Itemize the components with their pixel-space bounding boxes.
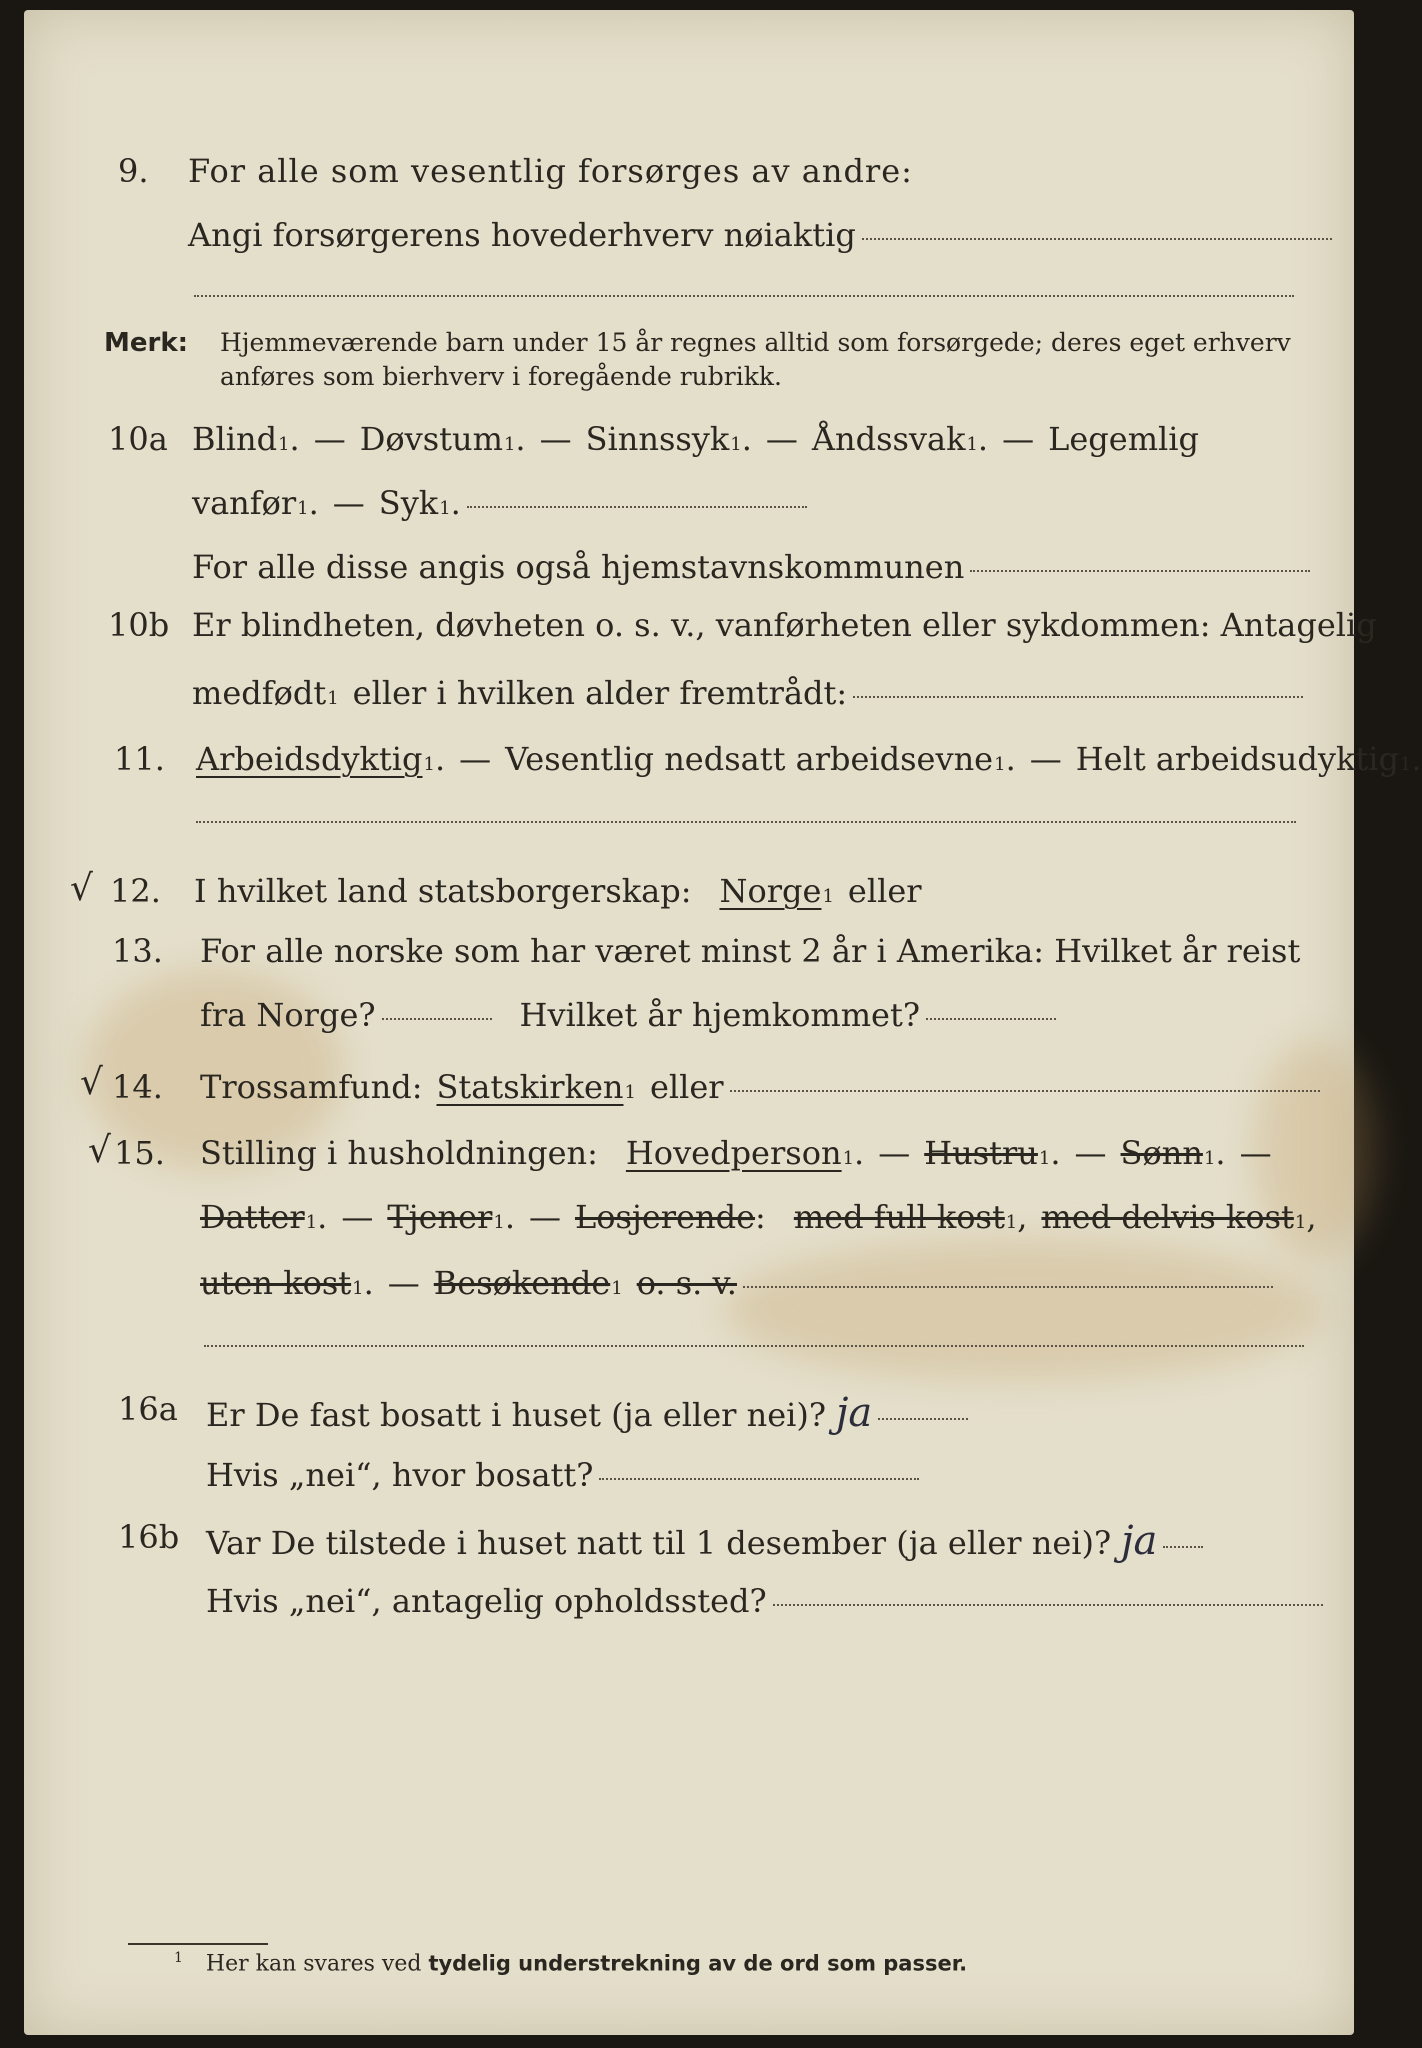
option-osv: o. s. v. xyxy=(636,1264,737,1302)
question-text: Hvis „nei“, hvor bosatt? xyxy=(206,1456,594,1494)
checkmark-icon: √ xyxy=(88,1130,111,1171)
answer-field[interactable] xyxy=(862,237,1332,240)
merk-label: Merk: xyxy=(104,328,189,358)
answer-field[interactable] xyxy=(926,1017,1056,1020)
option-tjener: Tjener xyxy=(387,1198,493,1236)
question-text: Angi forsørgerens hovederhverv nøiaktig xyxy=(188,216,856,254)
question-text: Var De tilstede i huset natt til 1 desember (ja eller nei)? xyxy=(206,1524,1112,1562)
answer-field[interactable] xyxy=(467,505,807,508)
question-number: 14. xyxy=(112,1068,163,1106)
handwritten-answer: ja xyxy=(1121,1518,1158,1564)
question-text: Stilling i husholdningen: xyxy=(200,1134,598,1172)
option-medfodt: medfødt xyxy=(192,674,327,712)
question-text: For alle disse angis også hjemstavnskommunen xyxy=(192,548,965,586)
question-text: Hvilket år hjemkommet? xyxy=(519,996,920,1034)
answer-field[interactable] xyxy=(1163,1545,1203,1548)
merk-text: Hjemmeværende barn under 15 år regnes alltid som forsørgede; deres eget erhverv xyxy=(220,328,1291,357)
question-number: 15. xyxy=(114,1134,165,1172)
option-delvis-kost: med delvis kost xyxy=(1041,1198,1294,1236)
option-dovstum: Døvstum xyxy=(359,420,503,458)
question-number: 13. xyxy=(112,932,163,970)
answer-field[interactable] xyxy=(204,1344,1304,1347)
answer-field[interactable] xyxy=(730,1089,1320,1092)
option-hovedperson: Hovedperson xyxy=(625,1134,842,1172)
option-hustru: Hustru xyxy=(924,1134,1038,1172)
option-arbeidsdyktig: Arbeidsdyktig xyxy=(196,740,423,778)
option-losjerende: Losjerende xyxy=(574,1198,756,1236)
merk-text: anføres som bierhverv i foregående rubrikk. xyxy=(220,362,782,391)
question-number: 16a xyxy=(118,1390,178,1428)
question-text: Er De fast bosatt i huset (ja eller nei)? xyxy=(206,1396,827,1434)
question-text: Trossamfund: xyxy=(200,1068,423,1106)
option-syk: Syk xyxy=(378,484,439,522)
footnote-text: Her kan svares ved xyxy=(205,1951,422,1977)
footnote xyxy=(174,1950,967,1976)
question-text-tail: eller xyxy=(649,1068,724,1106)
answer-field[interactable] xyxy=(853,695,1303,698)
question-number: 10b xyxy=(108,606,170,644)
answer-field[interactable] xyxy=(599,1477,919,1480)
option-andssvak: Åndssvak xyxy=(811,420,966,458)
answer-field[interactable] xyxy=(743,1285,1273,1288)
option-sonn: Sønn xyxy=(1120,1134,1203,1172)
question-text-tail: eller xyxy=(847,872,922,910)
answer-field[interactable] xyxy=(194,294,1294,297)
option-datter: Datter xyxy=(200,1198,305,1236)
question-text: fra Norge? xyxy=(200,996,376,1034)
option-nedsatt-arbeidsevne: Vesentlig nedsatt arbeidsevne xyxy=(505,740,994,778)
option-legemlig: Legemlig xyxy=(1048,420,1199,458)
question-number: 16b xyxy=(118,1518,180,1556)
census-form-page: 9. For alle som vesentlig forsørges av andre: Angi forsørgerens hovederhverv nøiaktig Merk: Hjemmeværende barn under 15 år regnes alltid som forsørgede; deres eget erhverv anføres som bierhverv i foregående rubrikk. 10a Blind 1 . — Døvstum 1 . — Sinnssyk 1 . — Åndssvak 1 . — Legemlig vanfør 1 . — Syk 1 . For alle disse angis også hjemstavnskommunen 10b Er blindheten, døvheten o. s. v., vanførheten eller sykdommen: Antagelig medfødt 1 eller i hvilken alder fremtrådt: 11. Arbeidsdyktig 1 . — Vesentlig nedsatt arbeidsevne 1 . — Helt arbeidsudyktig 1 . √ 12. I hvilket land statsborgerskap: Norge 1 eller 13. For alle norske som har været minst 2 år i Amerika: Hvilket år reist fra Norge? Hvilket år hjemkommet? √ 14. Trossamfund: Statskirken 1 eller √ 15. Stilling i husholdningen: Hovedperson 1 . — Hustru 1 . — Sønn 1 . — Datter 1 . — Tjener 1 . — Losjerende : med full kost 1 , med delvis kost 1 , uten kost 1 . — Besøkende 1 o. s. v. 16a Er De fast bosatt i huset (ja eller nei)? ja Hvis „nei“, hvor bosatt? 16b Var De tilstede i huset natt til 1 desember (ja eller nei)? ja Hvis „nei“, antagelig opholdssted? $^1$ Her kan svares ved tydelig understrekning av de ord som passer. xyxy=(24,10,1354,2035)
answer-field[interactable] xyxy=(196,820,1296,823)
footnote-text-bold: tydelig understrekning av de ord som passer. xyxy=(428,1951,968,1976)
question-number: 10a xyxy=(108,420,168,458)
checkmark-icon: √ xyxy=(80,1062,103,1103)
handwritten-answer: ja xyxy=(836,1390,873,1436)
answer-field[interactable] xyxy=(382,1017,492,1020)
question-number: 12. xyxy=(110,872,161,910)
option-full-kost: med full kost xyxy=(793,1198,1005,1236)
question-text: Hvis „nei“, antagelig opholdssted? xyxy=(206,1582,767,1620)
answer-norge: Norge xyxy=(719,872,822,910)
footnote-rule xyxy=(128,1942,268,1945)
water-stain xyxy=(724,1240,1324,1380)
question-number: 11. xyxy=(114,740,165,778)
option-blind: Blind xyxy=(192,420,278,458)
checkmark-icon: √ xyxy=(70,868,93,909)
option-vanfor: vanfør xyxy=(192,484,297,522)
question-text: I hvilket land statsborgerskap: xyxy=(194,872,692,910)
option-arbeidsudyktig: Helt arbeidsudyktig xyxy=(1075,740,1399,778)
option-sinnssyk: Sinnssyk xyxy=(585,420,730,458)
option-besokende: Besøkende xyxy=(433,1264,611,1302)
option-uten-kost: uten kost xyxy=(200,1264,352,1302)
answer-field[interactable] xyxy=(970,569,1310,572)
answer-field[interactable] xyxy=(773,1603,1323,1606)
footnote-mark: 1 xyxy=(174,1950,183,1966)
question-text: eller i hvilken alder fremtrådt: xyxy=(352,674,848,712)
answer-statskirken: Statskirken xyxy=(436,1068,624,1106)
question-text: Er blindheten, døvheten o. s. v., vanførheten eller sykdommen: Antagelig xyxy=(192,606,1377,644)
question-number: 9. xyxy=(118,152,149,190)
question-text: For alle som vesentlig forsørges av andre: xyxy=(188,152,913,190)
answer-field[interactable] xyxy=(878,1417,968,1420)
question-text: For alle norske som har været minst 2 år i Amerika: Hvilket år reist xyxy=(200,932,1301,970)
